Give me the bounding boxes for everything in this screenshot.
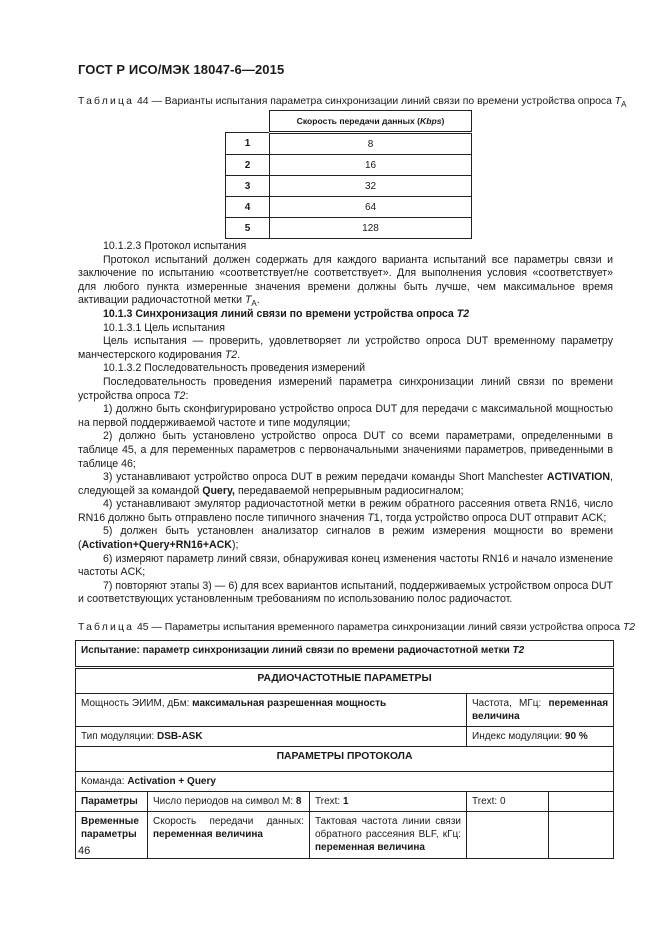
table44-index-cell: 1 xyxy=(226,133,270,155)
title-text: Испытание: параметр синхронизации линий связи по времени радиочастотной метки xyxy=(81,645,513,656)
modulation-index-value: 90 % xyxy=(564,731,588,742)
data-rate-value: переменная величина xyxy=(153,829,263,840)
table44-caption-prefix: Таблица xyxy=(78,96,135,107)
trext1-value: 1 xyxy=(342,796,349,807)
step-text: 3) устанавливают устройство опроса DUT в режим передачи команды Short Manchester xyxy=(103,471,547,484)
power-cell xyxy=(76,694,467,727)
table45-caption-symbol: T2 xyxy=(622,622,636,633)
paragraph-text: Цель испытания — проверить, удовлетворяет ли устройство опроса DUT временному параметру манчестерского кодирования xyxy=(78,335,613,361)
table44-header-text: Скорость передачи данных ( xyxy=(296,116,420,126)
table44-header-unit: Kbps xyxy=(420,116,442,126)
step-7: 7) повторяют этапы 3) — 6) для всех вариантов испытаний, поддерживаемых устройством опроса DUT и соответствующих установленным требованиям по использованию полос радиочастот. xyxy=(78,579,613,606)
table44-rate-cell: 128 xyxy=(270,218,472,239)
trext0-cell: Trext: 0 xyxy=(467,792,549,812)
command-label: Команда: xyxy=(81,776,128,787)
table44-header-row xyxy=(226,111,472,133)
step-text: 4) устанавливают эмулятор радиочастотной метки в режим обратного рассеяния ответа RN16, число RN16 должно быть отправлено после типичного значения xyxy=(78,498,613,524)
section-10-1-3-1-title: 10.1.3.1 Цель испытания xyxy=(103,321,225,334)
table45-protocol-section-row xyxy=(76,747,614,772)
frequency-value: переменная величина xyxy=(472,698,609,722)
modulation-index-cell xyxy=(467,727,614,747)
table44-index-cell: 3 xyxy=(226,176,270,197)
params-label-cell: Параметры xyxy=(76,792,148,812)
heading-text: 10.1.3 Синхронизация линий связи по времени устройства опроса xyxy=(103,307,457,320)
body-text xyxy=(78,240,613,607)
paragraph-text: Последовательность проведения измерений параметра синхронизации линий связи по времени устройства опроса xyxy=(78,375,613,402)
frequency-label: Частота, МГц: xyxy=(472,698,549,709)
section-10-1-3-1-text xyxy=(78,335,613,362)
power-value: максимальная разрешенная мощность xyxy=(192,698,387,709)
modulation-index-label: Индекс модуляции: xyxy=(472,731,565,742)
document-header: ГОСТ Р ИСО/МЭК 18047-6—2015 xyxy=(78,62,285,77)
symbol-sub: A xyxy=(251,299,257,309)
step-1: 1) должно быть сконфигурировано устройство опроса DUT для передачи с максимальной мощностью на первой поддерживаемой частоте и типе модуляции; xyxy=(78,403,613,429)
table44-caption-symbol: T xyxy=(614,96,622,107)
command-sequence: Activation+Query+RN16+ACK xyxy=(81,539,232,552)
trext1-label: Trext: xyxy=(315,796,343,807)
modulation-type-cell xyxy=(76,727,467,747)
modulation-type-label: Тип модуляции: xyxy=(81,731,157,742)
data-rate-cell xyxy=(148,812,310,859)
step-text: , следующей за командой xyxy=(78,471,613,497)
table44-rate-cell: 64 xyxy=(270,197,472,218)
table-row xyxy=(76,792,614,812)
section-10-1-2-3-text xyxy=(78,254,613,308)
blf-label: Тактовая частота линии связи обратного рассеяния BLF, кГц: xyxy=(315,816,461,840)
table44-index-cell: 2 xyxy=(226,155,270,176)
symbol: T2 xyxy=(512,645,525,656)
table45-caption-prefix: Таблица xyxy=(78,622,135,633)
section-10-1-3-title xyxy=(78,308,613,322)
command-name: Query, xyxy=(202,484,235,497)
power-label: Мощность ЭИИМ, дБм: xyxy=(81,698,193,709)
table45-rf-section-row xyxy=(76,668,614,694)
table45-caption xyxy=(78,622,635,633)
punct: : xyxy=(185,389,189,402)
modulation-type-value: DSB-ASK xyxy=(157,731,203,742)
table45-title-cell xyxy=(76,641,614,668)
table-row xyxy=(226,197,472,218)
table-row xyxy=(226,176,472,197)
paragraph-text: Протокол испытаний должен содержать для каждого варианта испытаний все параметры связи и заключение по испытанию «соответствует/не соответствует». Для выполнения условия «соответствует» для любого пункта измеренные значения времени должны быть лучше, чем максимальное время активации радиочастотной метки xyxy=(78,253,613,307)
timing-label-cell: Временные параметры xyxy=(76,812,148,859)
page-number: 46 xyxy=(78,845,91,857)
punct: . xyxy=(256,294,260,307)
table-row xyxy=(76,812,614,859)
table-row xyxy=(226,133,472,155)
periods-label: Число периодов на символ М: xyxy=(153,796,296,807)
table-row xyxy=(226,218,472,239)
table44-caption-text: 44 — Варианты испытания параметра синхронизации линий связи по времени устройства опроса xyxy=(134,96,615,107)
table45 xyxy=(75,640,614,859)
table44-column-header xyxy=(270,111,472,133)
section-10-1-3-2-title: 10.1.3.2 Последовательность проведения измерений xyxy=(103,362,366,375)
table-row xyxy=(76,694,614,727)
step-2: 2) должно быть установлено устройство опроса DUT со всеми параметрами, определенными в таблице 45, а для переменных параметров с первоначальными значениями параметров, приведенными в таблице 46; xyxy=(78,430,613,470)
periods-cell xyxy=(148,792,310,812)
table44-index-cell: 4 xyxy=(226,197,270,218)
table44-corner-cell xyxy=(226,111,270,133)
table44-rate-cell: 8 xyxy=(270,133,472,155)
params-empty-cell xyxy=(549,792,614,812)
table44-caption xyxy=(78,96,626,107)
frequency-cell xyxy=(467,694,614,727)
section-10-1-3-2-text xyxy=(78,376,613,403)
table44-rate-cell: 16 xyxy=(270,155,472,176)
step-3 xyxy=(78,471,613,498)
step-text: ); xyxy=(231,539,239,552)
table-row xyxy=(226,155,472,176)
protocol-section-heading: ПАРАМЕТРЫ ПРОТОКОЛА xyxy=(76,747,614,772)
symbol: T2 xyxy=(173,389,186,402)
blf-value: переменная величина xyxy=(315,842,425,853)
symbol: T xyxy=(367,511,374,524)
symbol: T2 xyxy=(456,307,470,320)
table44-rate-cell: 32 xyxy=(270,176,472,197)
data-rate-label: Скорость передачи данных: xyxy=(153,816,304,827)
step-text: передаваемой непрерывным радиосигналом; xyxy=(235,484,464,497)
section-10-1-2-3-title: 10.1.2.3 Протокол испытания xyxy=(103,240,247,252)
step-text: 5) должен быть установлен анализатор сигналов в режим измерения мощности во времени ( xyxy=(78,525,613,552)
table45-title-row xyxy=(76,641,614,668)
command-value: Activation + Query xyxy=(127,776,216,787)
table-row xyxy=(76,772,614,792)
table44-caption-sub: A xyxy=(621,100,627,109)
timing-empty-cell xyxy=(467,812,549,859)
blf-cell xyxy=(310,812,467,859)
table45-caption-text: 45 — Параметры испытания временного параметра синхронизации линий связи устройства опроса xyxy=(134,622,623,633)
step-5 xyxy=(78,525,613,552)
table-row xyxy=(76,727,614,747)
command-name: ACTIVATION xyxy=(546,471,611,484)
table44-index-cell: 5 xyxy=(226,218,270,239)
table44-header-suffix: ) xyxy=(441,116,445,126)
step-4 xyxy=(78,498,613,525)
periods-value: 8 xyxy=(295,796,302,807)
punct: . xyxy=(237,348,241,361)
rf-section-heading: РАДИОЧАСТОТНЫЕ ПАРАМЕТРЫ xyxy=(76,668,614,694)
symbol: T2 xyxy=(224,348,238,361)
step-text: 1, тогда устройство опроса DUT отправит ACK; xyxy=(373,511,607,524)
command-cell xyxy=(76,772,614,792)
timing-empty-cell xyxy=(549,812,614,859)
step-6: 6) измеряют параметр линий связи, обнаруживая конец изменения частоты RN16 и начало изменение частоты ACK; xyxy=(78,552,613,579)
table44 xyxy=(225,110,472,239)
trext1-cell xyxy=(310,792,467,812)
symbol: T xyxy=(244,294,252,307)
